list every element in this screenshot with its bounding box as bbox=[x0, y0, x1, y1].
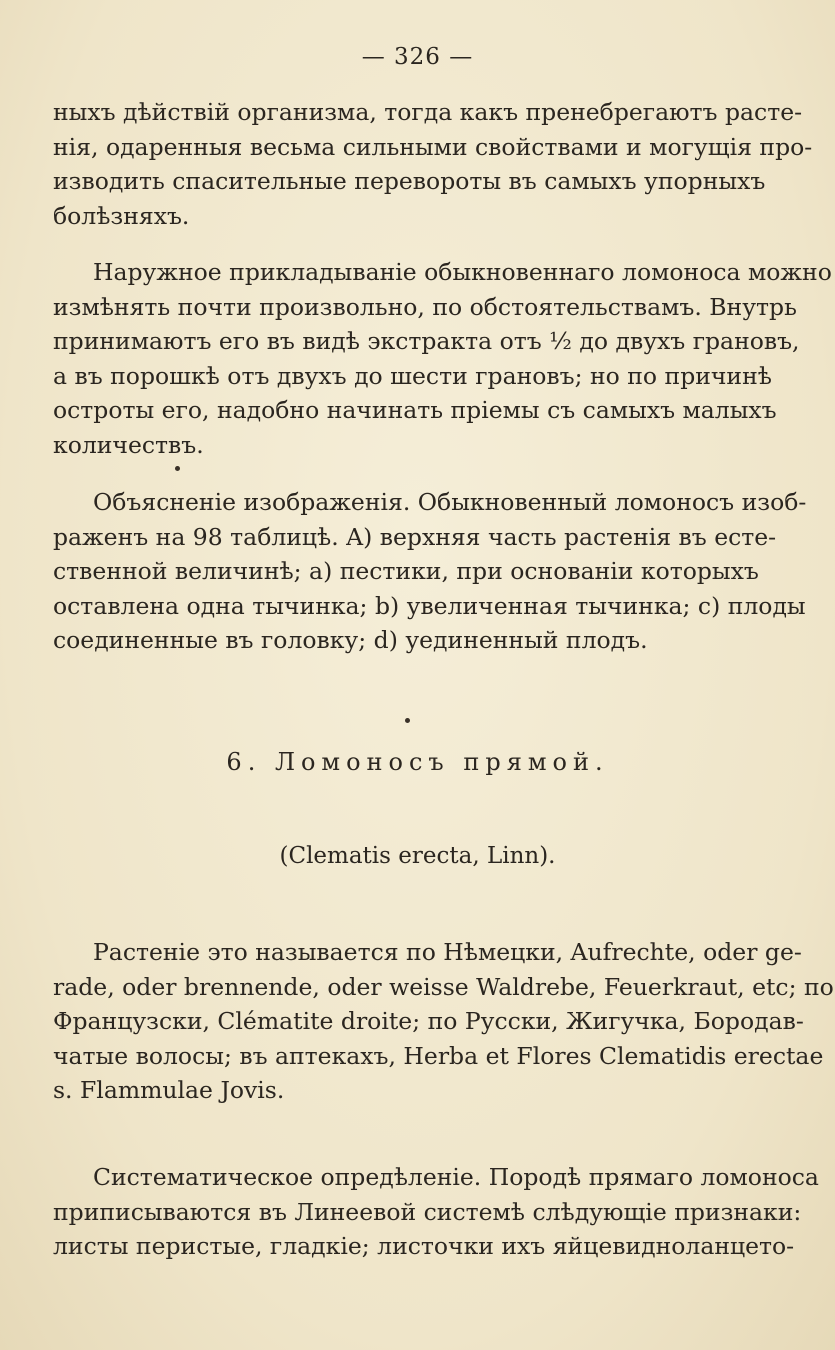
ink-speck bbox=[175, 466, 180, 471]
paragraph-systematics bbox=[53, 1160, 819, 1264]
latin-name: (Clematis erecta, Linn). bbox=[279, 843, 556, 869]
text-line: ственной величинѣ; a) пестики, при основаніи которыхъ bbox=[53, 557, 759, 585]
text-line: s. Flammulae Jovis. bbox=[53, 1076, 285, 1104]
text-line: Французски, Clématite droite; по Русски, Жигучка, Бородав- bbox=[53, 1007, 804, 1035]
text-line: а въ порошкѣ отъ двухъ до шести грановъ; но по причинѣ bbox=[53, 361, 772, 390]
text-line: изводить спасительные перевороты въ самыхъ упорныхъ bbox=[53, 167, 766, 195]
ink-speck bbox=[405, 718, 410, 723]
text-line: раженъ на 98 таблицѣ. A) верхняя часть растенія въ есте- bbox=[53, 522, 777, 551]
text-line: ныхъ дѣйствій организма, тогда какъ пренебрегаютъ расте- bbox=[53, 98, 803, 126]
paragraph-continuation bbox=[53, 95, 813, 233]
paragraph-dosage bbox=[53, 255, 832, 462]
text-line: приписываются въ Линеевой системѣ слѣдующіе признаки: bbox=[53, 1197, 802, 1226]
text-line: измѣнять почти произвольно, по обстоятельствамъ. Внутрь bbox=[53, 292, 797, 321]
text-line: листы перистые, гладкіе; листочки ихъ яйцевидноланцето- bbox=[53, 1232, 795, 1260]
page-number: — 326 — bbox=[361, 44, 474, 70]
text-line: оставлена одна тычинка; b) увеличенная тычинка; c) плоды bbox=[53, 591, 806, 620]
text-line: болѣзняхъ. bbox=[53, 201, 190, 230]
text-line: чатые волосы; въ аптекахъ, Herba et Flores Clematidis erectae bbox=[53, 1041, 824, 1070]
section-heading: 6. Ломоносъ прямой. bbox=[226, 748, 609, 776]
text-line: соединенные въ головку; d) уединенный плодъ. bbox=[53, 626, 648, 654]
text-line: количествъ. bbox=[53, 430, 204, 459]
text-line: rade, oder brennende, oder weisse Waldrebe, Feuerkraut, etc; по bbox=[53, 972, 834, 1001]
text-line: Объясненіе изображенія. Обыкновенный ломоносъ изоб- bbox=[93, 488, 807, 516]
paragraph-figure-explanation bbox=[53, 485, 807, 658]
text-line: Растеніе это называется по Нѣмецки, Aufrechte, oder ge- bbox=[93, 938, 802, 966]
text-line: Систематическое опредѣленіе. Породѣ прямаго ломоноса bbox=[93, 1163, 819, 1191]
text-line: Наружное прикладываніе обыкновеннаго ломоноса можно bbox=[93, 258, 832, 286]
text-line: остроты его, надобно начинать пріемы съ самыхъ малыхъ bbox=[53, 396, 777, 424]
paragraph-names bbox=[53, 935, 834, 1108]
text-line: принимаютъ его въ видѣ экстракта отъ ½ до двухъ грановъ, bbox=[53, 327, 800, 355]
text-line: нія, одаренныя весьма сильными свойствами и могущія про- bbox=[53, 132, 813, 161]
